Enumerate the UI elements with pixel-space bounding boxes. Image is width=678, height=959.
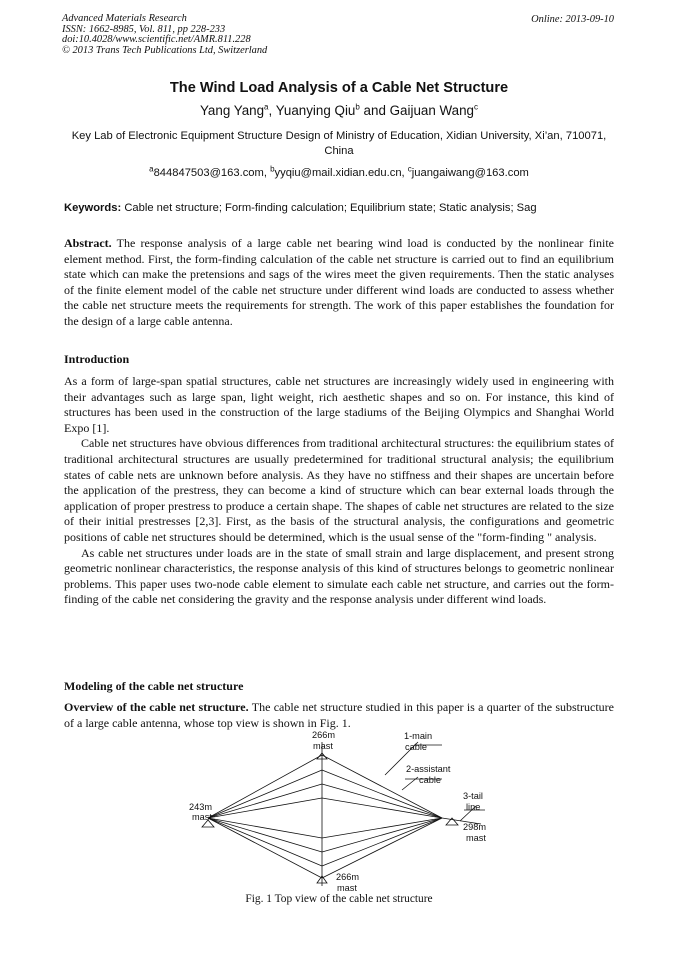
top-mast-label: 266m bbox=[312, 730, 335, 740]
left-mast-label: 243m bbox=[189, 802, 212, 812]
keywords-label: Keywords: bbox=[64, 202, 122, 214]
modeling-body bbox=[64, 700, 614, 731]
main-cable-label: 1-main bbox=[404, 731, 433, 741]
assistant-cable-line bbox=[208, 770, 322, 818]
author-separator: , bbox=[268, 103, 276, 118]
right-mast-label: 298m bbox=[463, 822, 486, 832]
main-cable-line bbox=[208, 755, 322, 818]
author-name: Yuanying Qiu bbox=[275, 103, 356, 118]
journal-header bbox=[62, 14, 267, 56]
author-mark: c bbox=[473, 102, 478, 112]
author-name: Gaijuan Wang bbox=[389, 103, 474, 118]
online-date: Online: 2013-09-10 bbox=[531, 14, 614, 25]
abstract bbox=[64, 236, 614, 330]
tail-line-label: 3-tail bbox=[463, 791, 483, 801]
assistant-cable-label: cable bbox=[419, 775, 441, 785]
modeling-text: The cable net structure studied in this paper is a quarter of the substructure of a large cable antenna, whose top view is shown in Fig. 1. bbox=[64, 700, 614, 730]
email-address[interactable]: 844847503@163.com bbox=[153, 167, 264, 179]
paper-title: The Wind Load Analysis of a Cable Net Structure bbox=[169, 80, 509, 96]
keywords bbox=[64, 202, 616, 214]
email-mark: b bbox=[270, 164, 275, 174]
author-line bbox=[0, 103, 678, 118]
keywords-text: Cable net structure; Form-finding calculation; Equilibrium state; Static analysis; Sag bbox=[124, 202, 537, 214]
right-mast-label: mast bbox=[466, 833, 486, 843]
email-line: $^a$844847503@163.com, $^b$yyqiu@mail.xidian.edu.cn, $^c$juangaiwang@163.com bbox=[149, 164, 529, 179]
cable-net-figure bbox=[180, 728, 510, 894]
modeling-heading: Modeling of the cable net structure bbox=[64, 679, 244, 693]
bottom-mast-label: mast bbox=[337, 883, 357, 893]
journal-name: Advanced Materials Research bbox=[62, 13, 187, 24]
top-mast-label: mast bbox=[313, 741, 333, 751]
email-address[interactable]: juangaiwang@163.com bbox=[411, 167, 529, 179]
main-cable-line bbox=[322, 818, 442, 878]
email-mark: c bbox=[407, 164, 412, 174]
abstract-text: The response analysis of a large cable net bearing wind load is conducted by the nonlinear finite element method. First, the form-finding calculation of the cable net structure is carried out to find an equilibrium state which can make the pretensions and sags of the wires meet the given requirements. Then the static analyses of the finite element model of the cable net structure under different wind loads are conducted to assess whether the cable net structure meets the requirements for strength. The work of this paper establishes the foundation for the design of a large cable antenna. bbox=[64, 236, 614, 328]
intro-paragraph: As a form of large-span spatial structures, cable net structures are increasingly widely used in engineering with their advantages such as large span, light weight, rich aesthetic shapes and so on. For instance, this kind of structures has been used in the construction of the large stadiums of the Beijing Olympics and Shanghai World Expo [1]. bbox=[64, 374, 614, 435]
author-mark: b bbox=[355, 102, 360, 112]
modeling-lead: Overview of the cable net structure. bbox=[64, 700, 249, 714]
journal-copyright: © 2013 Trans Tech Publications Ltd, Switzerland bbox=[62, 44, 268, 56]
author-mark: a bbox=[264, 102, 269, 112]
assistant-cable-line bbox=[208, 818, 322, 866]
left-mast-label: mast bbox=[192, 812, 212, 822]
intro-paragraph: Cable net structures have obvious differences from traditional architectural structures: the equilibrium states of traditional architectural structures are usually predetermined for traditional structural analysis; the equilibrium states of cable nets are unknown before analysis. As they have no stiffness and their shapes are uncertain before the application of the prestress, they can become a kind of structure which can bear external loads through the application of proper prestress to produce a certain shape. The shapes of cable net structures are related to the size of their initial prestresses [2,3]. First, as the basis of the structural analysis, the configurations and geometric positions of cable net structures should be determined, which is the usual sense of the "form-finding " analysis. bbox=[64, 436, 614, 544]
introduction-body bbox=[64, 374, 614, 608]
email-mark: a bbox=[149, 164, 154, 174]
author-name: Yang Yang bbox=[200, 103, 265, 118]
assistant-cable-label: 2-assistant bbox=[406, 764, 451, 774]
assistant-cable-line bbox=[322, 818, 442, 866]
main-cable-label: cable bbox=[405, 742, 427, 752]
main-cable-line bbox=[208, 818, 322, 878]
author-and: and bbox=[359, 103, 390, 118]
figure-caption: Fig. 1 Top view of the cable net structure bbox=[245, 893, 433, 905]
affiliation: Key Lab of Electronic Equipment Structure Design of Ministry of Education, Xidian University, Xi’an, 710071, China bbox=[71, 130, 607, 157]
bottom-mast-label: 266m bbox=[336, 872, 359, 882]
introduction-heading: Introduction bbox=[64, 352, 130, 366]
journal-doi[interactable]: doi:10.4028/www.scientific.net/AMR.811.228 bbox=[62, 34, 251, 46]
intro-paragraph: As cable net structures under loads are in the state of small strain and large displacement, and present strong geometric nonlinear characteristics, the response analysis of this kind of structures belongs to geometric nonlinear problems. This paper uses two-node cable element to simulate each cable net structure, and carries out the form-finding of the cable net considering the gravity and the response analysis under different wind loads. bbox=[64, 545, 614, 607]
email-address[interactable]: yyqiu@mail.xidian.edu.cn bbox=[274, 167, 402, 179]
tail-line-label: line bbox=[466, 802, 481, 812]
abstract-label: Abstract. bbox=[64, 236, 112, 250]
journal-issn: ISSN: 1662-8985, Vol. 811, pp 228-233 bbox=[62, 23, 226, 35]
